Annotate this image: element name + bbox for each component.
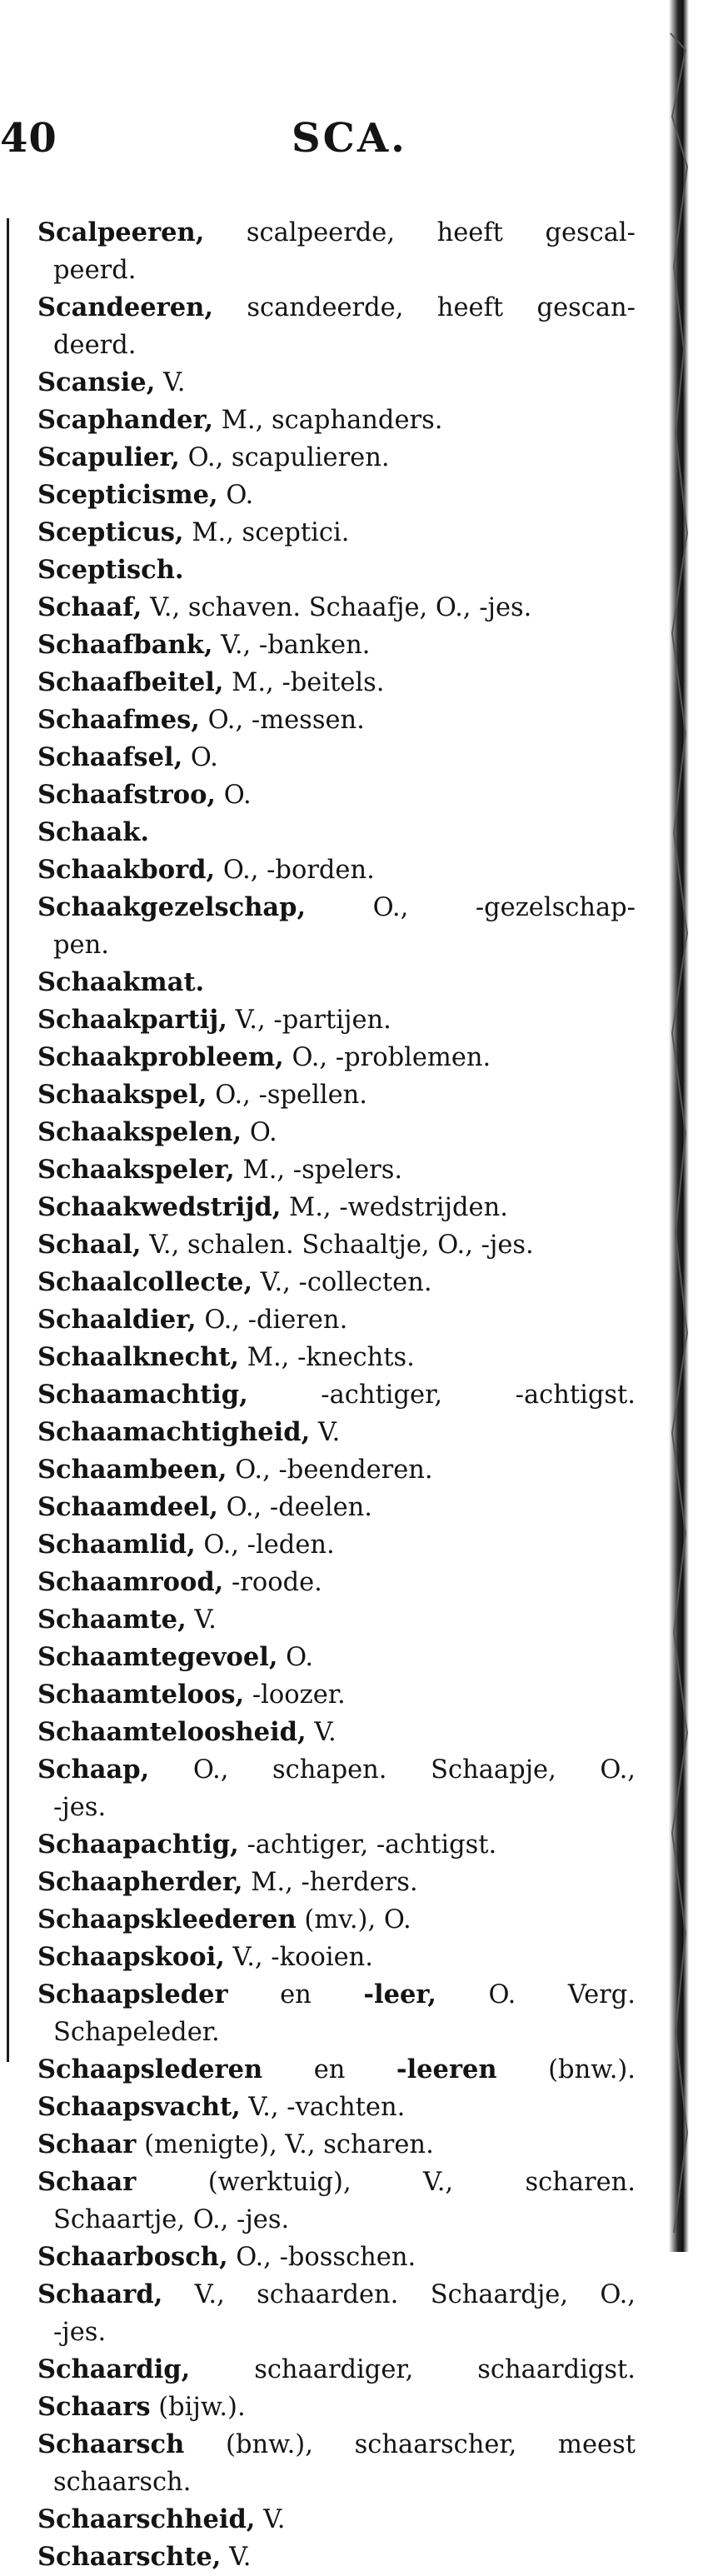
entry-line <box>37 1001 636 1039</box>
entry-line <box>37 2051 636 2089</box>
entry-continuation: -jes. <box>53 1793 107 1822</box>
dictionary-entry <box>37 2389 636 2426</box>
entry-headword: Schaambeen, <box>37 1455 227 1485</box>
entry-definition: scalpeerde, heeft gescal- <box>204 218 636 247</box>
dictionary-entry <box>37 1976 636 2051</box>
entry-headword: Schaamachtigheid, <box>37 1417 311 1447</box>
entry-line <box>37 364 636 402</box>
entry-line <box>37 1301 636 1339</box>
dictionary-entry <box>37 1226 636 1264</box>
entry-headword: Schaakpartij, <box>37 1005 227 1035</box>
dictionary-entry <box>37 1039 636 1076</box>
entry-line <box>37 2164 636 2201</box>
dictionary-entry <box>37 439 636 477</box>
entry-definition: O., schapen. Schaapje, O., <box>149 1755 636 1785</box>
dictionary-entry <box>37 552 636 589</box>
entry-line <box>37 2351 636 2389</box>
entry-definition: V., schaven. Schaafje, O., -jes. <box>142 593 532 622</box>
entry-continuation: -jes. <box>53 2318 107 2347</box>
dictionary-entry <box>37 776 636 814</box>
entry-definition: en -leeren (bnw.). <box>262 2054 636 2084</box>
entry-headword: Schaakprobleem, <box>37 1042 284 1072</box>
entry-definition: M., sceptici. <box>183 518 350 547</box>
entry-continuation: pen. <box>53 931 109 960</box>
entry-definition: schaardiger, schaardigst. <box>190 2355 636 2384</box>
dictionary-entry <box>37 1114 636 1151</box>
dictionary-entry <box>37 1076 636 1114</box>
entry-definition: -achtiger, -achtigst. <box>247 1380 636 1410</box>
entry-headword: Schaars <box>37 2392 151 2422</box>
entry-definition: O., -dieren. <box>196 1305 348 1335</box>
entry-line <box>37 552 636 589</box>
dictionary-entry <box>37 1339 636 1376</box>
page-number: 40 <box>0 115 57 162</box>
entry-line <box>37 776 636 814</box>
dictionary-entry <box>37 2501 636 2539</box>
entry-definition: O. <box>277 1643 314 1672</box>
entry-headword: Schaakgezelschap, <box>37 892 307 922</box>
entry-headword: Schaakspelen, <box>37 1117 242 1147</box>
entry-line <box>37 402 636 439</box>
entry-definition: M., scaphanders. <box>213 406 443 435</box>
entry-headword: Schaakmat. <box>37 967 205 997</box>
entry-definition: -achtiger, -achtigst. <box>238 1830 497 1860</box>
entry-headword: Schaakspel, <box>37 1080 207 1110</box>
running-header: SCA. <box>292 115 407 162</box>
entry-definition: M., -spelers. <box>234 1156 403 1185</box>
entry-line <box>37 1226 636 1264</box>
entry-headword: Schaakbord, <box>37 855 216 885</box>
entry-line <box>37 2126 636 2164</box>
entry-definition: M., -knechts. <box>239 1343 415 1372</box>
entry-line <box>37 2426 636 2464</box>
dictionary-entry <box>37 1564 636 1601</box>
entry-headword: Schaapachtig, <box>37 1830 239 1860</box>
dictionary-entry <box>37 2539 636 2576</box>
entry-headword: Scapulier, <box>37 442 180 472</box>
entry-definition: V., -vachten. <box>240 2093 406 2122</box>
entry-headword: Schaaldier, <box>37 1305 197 1335</box>
entry-headword: Schaapskleederen <box>37 1905 297 1934</box>
entry-definition: V., -banken. <box>212 631 371 660</box>
dictionary-entry <box>37 2164 636 2239</box>
entry-definition: O., -problemen. <box>283 1043 491 1072</box>
entry-line <box>37 1676 636 1714</box>
entry-headword: Schaardig, <box>37 2354 191 2384</box>
entry-headword: Schaamteloos, <box>37 1680 245 1710</box>
entry-definition: -loozer. <box>244 1680 346 1710</box>
entry-headword: Schaafbeitel, <box>37 667 224 697</box>
entry-headword: Schaakspeler, <box>37 1155 235 1185</box>
dictionary-entry <box>37 2089 636 2126</box>
dictionary-entry <box>37 2426 636 2501</box>
entry-headword: Sceptisch. <box>37 555 184 585</box>
entry-definition: V. <box>255 2505 286 2534</box>
entry-headword: Schaapslederen <box>37 2054 263 2084</box>
entry-line <box>37 1826 636 1864</box>
entry-line <box>37 1976 636 2014</box>
entry-definition: V. <box>186 1605 217 1635</box>
entry-line <box>37 889 636 926</box>
dictionary-entry <box>37 1189 636 1226</box>
entry-line <box>37 1114 636 1151</box>
entry-line <box>37 739 636 776</box>
entry-headword: Schaafstroo, <box>37 780 217 810</box>
binding-edge-decoration <box>662 0 696 2252</box>
entry-headword: Schaamrood, <box>37 1567 224 1597</box>
entry-line <box>37 439 636 477</box>
entry-headword: Schaak. <box>37 817 150 847</box>
entry-definition: O. <box>242 1118 277 1147</box>
dictionary-entry <box>37 851 636 889</box>
entry-headword: Schaapskooi, <box>37 1942 225 1972</box>
dictionary-entry <box>37 214 636 289</box>
entry-line <box>37 1639 636 1676</box>
dictionary-entry <box>37 664 636 701</box>
entry-definition: O., -gezelschap- <box>306 893 636 922</box>
entry-headword: Schaar <box>37 2167 137 2197</box>
entry-continuation: schaarsch. <box>53 2468 192 2497</box>
entry-definition: V. <box>306 1718 337 1747</box>
entry-headword: Scandeeren, <box>37 292 213 322</box>
dictionary-entry <box>37 814 636 851</box>
entry-line <box>37 1151 636 1189</box>
entry-headword: Schaarschheid, <box>37 2504 256 2534</box>
dictionary-entries <box>37 214 636 2576</box>
entry-line <box>37 1864 636 1901</box>
entry-line <box>37 1039 636 1076</box>
entry-line <box>37 1939 636 1976</box>
entry-line <box>37 1264 636 1301</box>
dictionary-entry <box>37 477 636 514</box>
entry-headword: Schaapsvacht, <box>37 2092 241 2122</box>
dictionary-entry <box>37 589 636 627</box>
entry-continuation: deerd. <box>53 331 137 360</box>
entry-line <box>37 814 636 851</box>
entry-headword: Schaafmes, <box>37 705 200 735</box>
entry-definition: O. <box>182 743 218 772</box>
entry-line <box>37 1564 636 1601</box>
dictionary-entry <box>37 1639 636 1676</box>
entry-line <box>37 1376 636 1414</box>
entry-headword: Schaamteloosheid, <box>37 1717 307 1747</box>
entry-definition: M., -herders. <box>242 1868 418 1897</box>
dictionary-entry <box>37 514 636 552</box>
entry-line <box>37 1489 636 1526</box>
entry-definition: M., -wedstrijden. <box>281 1193 508 1222</box>
entry-definition: O., scapulieren. <box>179 443 390 472</box>
entry-line <box>37 514 636 552</box>
entry-line <box>37 664 636 701</box>
dictionary-entry <box>37 2051 636 2089</box>
dictionary-entry <box>37 402 636 439</box>
entry-line <box>37 2389 636 2426</box>
entry-continuation: Schapeleder. <box>53 2018 220 2047</box>
entry-headword: Schaamte, <box>37 1605 187 1635</box>
entry-line <box>37 627 636 664</box>
entry-definition: O., -deelen. <box>217 1493 372 1522</box>
entry-line <box>37 1526 636 1564</box>
entry-headword: Schaalcollecte, <box>37 1267 253 1297</box>
entry-line <box>37 1076 636 1114</box>
entry-definition: (mv.), O. <box>296 1905 411 1934</box>
entry-line <box>37 2276 636 2314</box>
entry-continuation: peerd. <box>53 256 137 285</box>
dictionary-entry <box>37 2351 636 2389</box>
entry-line <box>37 1189 636 1226</box>
entry-headword: Schaapherder, <box>37 1867 243 1897</box>
entry-headword: Schaamtegevoel, <box>37 1642 278 1672</box>
entry-headword: Schaafbank, <box>37 630 213 660</box>
dictionary-entry <box>37 701 636 739</box>
entry-headword: Scansie, <box>37 367 156 397</box>
entry-line <box>37 2239 636 2276</box>
dictionary-entry <box>37 889 636 964</box>
dictionary-entry <box>37 1414 636 1451</box>
entry-headword: Scepticus, <box>37 517 184 547</box>
entry-definition: (werktuig), V., scharen. <box>136 2168 636 2197</box>
dictionary-entry <box>37 1264 636 1301</box>
entry-headword: Schaap, <box>37 1755 150 1785</box>
dictionary-entry <box>37 1901 636 1939</box>
entry-definition: O., -leden. <box>195 1530 335 1560</box>
dictionary-entry <box>37 1151 636 1189</box>
entry-definition: -roode. <box>223 1568 322 1597</box>
entry-line <box>37 1714 636 1751</box>
entry-definition: M., -beitels. <box>223 668 385 697</box>
entry-definition: V. <box>155 368 186 397</box>
dictionary-entry <box>37 2239 636 2276</box>
dictionary-entry <box>37 1301 636 1339</box>
entry-line <box>37 589 636 627</box>
entry-definition: en -leer, O. Verg. <box>227 1979 636 2009</box>
dictionary-entry <box>37 1001 636 1039</box>
entry-line <box>37 1601 636 1639</box>
entry-headword: Schaamlid, <box>37 1530 196 1560</box>
dictionary-entry <box>37 1601 636 1639</box>
dictionary-entry <box>37 1751 636 1826</box>
dictionary-entry <box>37 1826 636 1864</box>
dictionary-entry <box>37 1676 636 1714</box>
entry-definition: (bijw.). <box>150 2393 246 2422</box>
entry-definition: O., -beenderen. <box>227 1455 433 1485</box>
dictionary-entry <box>37 964 636 1001</box>
entry-definition: O. <box>216 781 252 810</box>
entry-headword: Schaarschte, <box>37 2542 222 2572</box>
entry-definition: V., -kooien. <box>224 1943 373 1972</box>
entry-line <box>37 2539 636 2576</box>
dictionary-entry <box>37 1526 636 1564</box>
dictionary-entry <box>37 1376 636 1414</box>
entry-headword: Scaphander, <box>37 405 213 435</box>
entry-headword: Schaamdeel, <box>37 1492 218 1522</box>
entry-line <box>37 1451 636 1489</box>
entry-headword: Scepticisme, <box>37 480 218 510</box>
dictionary-entry <box>37 739 636 776</box>
dictionary-entry <box>37 2126 636 2164</box>
entry-headword: Schaaf, <box>37 592 142 622</box>
entry-headword: Schaamachtig, <box>37 1380 248 1410</box>
entry-definition: (menigte), V., scharen. <box>136 2130 434 2159</box>
dictionary-entry <box>37 627 636 664</box>
dictionary-entry <box>37 1939 636 1976</box>
entry-line <box>37 2089 636 2126</box>
dictionary-entry <box>37 1714 636 1751</box>
entry-definition: V. <box>310 1418 341 1447</box>
entry-line <box>37 851 636 889</box>
entry-line <box>37 214 636 252</box>
dictionary-entry <box>37 364 636 402</box>
dictionary-entry <box>37 1864 636 1901</box>
dictionary-entry <box>37 289 636 364</box>
entry-headword: Schaard, <box>37 2279 163 2309</box>
entry-definition: V., -collecten. <box>252 1268 432 1297</box>
entry-line <box>37 964 636 1001</box>
entry-headword: Scalpeeren, <box>37 217 205 247</box>
entry-continuation: Schaartje, O., -jes. <box>53 2205 290 2234</box>
entry-headword: Schaar <box>37 2129 137 2159</box>
entry-definition: O., -messen. <box>199 706 365 735</box>
entry-definition: O., -bosschen. <box>227 2243 416 2272</box>
entry-definition: O., -spellen. <box>207 1081 367 1110</box>
entry-line <box>37 1901 636 1939</box>
entry-definition: V., schalen. Schaaltje, O., -jes. <box>141 1231 534 1260</box>
entry-line <box>37 477 636 514</box>
dictionary-entry <box>37 1451 636 1489</box>
entry-headword: Schaarbosch, <box>37 2242 228 2272</box>
entry-headword: Schaafsel, <box>37 742 183 772</box>
entry-line <box>37 1751 636 1789</box>
entry-definition: scandeerde, heeft gescan- <box>212 293 636 322</box>
dictionary-entry <box>37 1489 636 1526</box>
entry-line <box>37 1339 636 1376</box>
entry-definition: V. <box>221 2543 252 2572</box>
entry-headword: Schaal, <box>37 1230 142 1260</box>
entry-definition: O., -borden. <box>215 856 375 885</box>
entry-definition: V., -partijen. <box>227 1006 391 1035</box>
dictionary-entry <box>37 2276 636 2351</box>
entry-headword: Schaalknecht, <box>37 1342 240 1372</box>
entry-definition: V., schaarden. Schaardje, O., <box>162 2280 636 2309</box>
entry-line <box>37 289 636 327</box>
left-margin-rule <box>7 218 9 2062</box>
entry-headword: Schaakwedstrijd, <box>37 1192 282 1222</box>
entry-line <box>37 2501 636 2539</box>
entry-definition: O. <box>217 481 254 510</box>
entry-line <box>37 1414 636 1451</box>
entry-definition: (bnw.), schaarscher, meest <box>184 2430 636 2459</box>
entry-line <box>37 701 636 739</box>
entry-headword: Schaarsch <box>37 2429 185 2459</box>
entry-headword: Schaapsleder <box>37 1979 228 2009</box>
